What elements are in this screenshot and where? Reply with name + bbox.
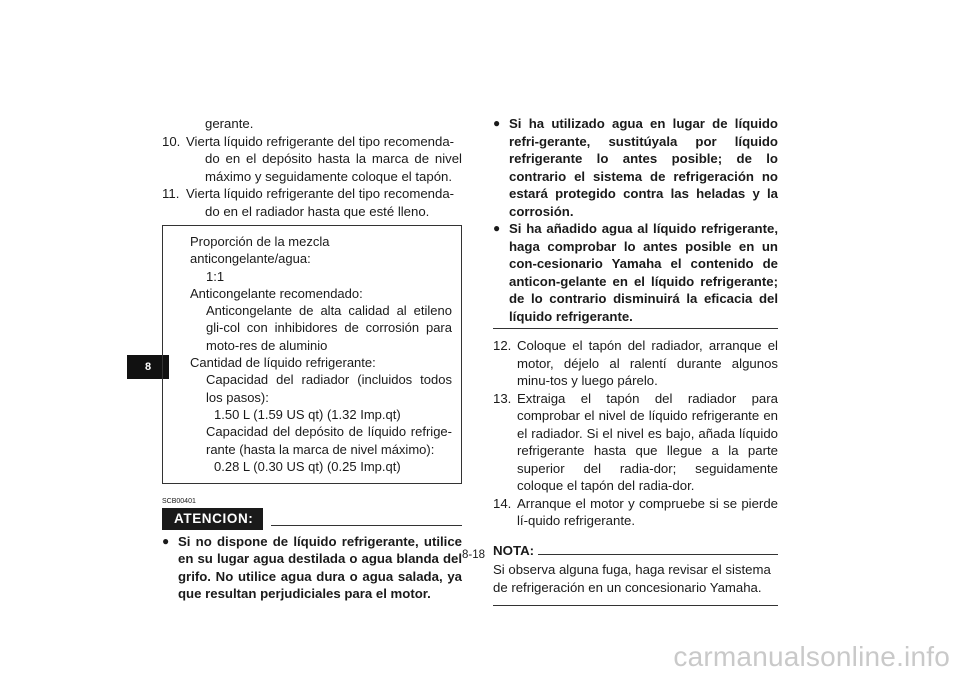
step-number: 12. — [493, 338, 512, 353]
left-column — [162, 115, 462, 603]
heading-rule — [271, 525, 462, 526]
step-text: Extraiga el tapón del radiador para comprobar el nivel de líquido refrigerante en el radiador. Si el nivel es bajo, añada líquido refrigerante hasta que llegue a la parte superior del radia-dor; seguidamente coloque el tapón del radia-dor. — [517, 390, 778, 493]
nota-label: NOTA: — [493, 542, 535, 558]
nota-heading — [493, 542, 778, 560]
page-number: 8-18 — [462, 549, 486, 561]
caution-code: SCB00401 — [162, 498, 196, 506]
atencion-heading — [162, 508, 462, 530]
antifreeze-value: Anticongelante de alta calidad al etileno gli-col con inhibidores de corrosión para moto-res de aluminio — [206, 303, 452, 353]
caution-bullet-2 — [493, 115, 778, 220]
antifreeze-label: Anticongelante recomendado: — [190, 285, 363, 301]
step-text: Coloque el tapón del radiador, arranque el motor, déjelo al ralentí durante algunos minu-tos y luego párelo. — [517, 338, 778, 388]
caution-end-rule — [493, 328, 778, 329]
step-12 — [493, 337, 778, 390]
atencion-badge: ATENCION: — [162, 508, 263, 530]
quantity-label: Cantidad de líquido refrigerante: — [190, 355, 376, 371]
reservoir-label: Capacidad del depósito de líquido refrige-rante (hasta la marca de nivel máximo): — [206, 424, 452, 457]
step-11 — [162, 185, 462, 220]
caution-bullet-1 — [162, 533, 462, 603]
bullet-text: Si no dispone de líquido refrigerante, utilice en su lugar agua destilada o agua blanda del grifo. No utilice agua dura o agua salada, ya que resultan perjudiciales para el motor. — [178, 533, 462, 602]
radiator-label: Capacidad del radiador (incluidos todos los pasos): — [206, 372, 452, 405]
bullet-text: Si ha añadido agua al líquido refrigerante, haga comprobar lo antes posible en un con-cesionario Yamaha el contenido de anticon-gelante en el líquido refrigerante; de lo contrario disminuirá la eficacia del líquido refrigerante. — [509, 221, 778, 324]
caution-bullet-3 — [493, 220, 778, 325]
ratio-label: Proporción de la mezcla anticongelante/agua: — [190, 234, 330, 267]
step-number: 11. — [162, 186, 180, 201]
step-9-continuation: gerante. — [205, 116, 254, 131]
bullet-icon: ● — [493, 116, 501, 130]
ratio-value: 1:1 — [206, 268, 225, 284]
step-text-cont: do en el depósito hasta la marca de nivel máximo y seguidamente coloque el tapón. — [205, 151, 462, 184]
bullet-text: Si ha utilizado agua en lugar de líquido refri-gerante, sustitúyala por líquido refrigerante lo antes posible; de lo contrario el sistema de refrigeración no estará protegido contra las heladas y la corrosión. — [509, 116, 778, 219]
step-10 — [162, 133, 462, 186]
step-number: 10. — [162, 133, 181, 149]
step-number: 13. — [493, 390, 512, 406]
step-text: Arranque el motor y compruebe si se pierde lí-quido refrigerante. — [517, 495, 778, 528]
right-column — [493, 115, 778, 606]
bullet-icon: ● — [493, 221, 501, 235]
spec-box — [162, 225, 462, 484]
radiator-value: 1.50 L (1.59 US qt) (1.32 Imp.qt) — [214, 406, 401, 422]
step-14 — [493, 495, 778, 530]
step-13 — [493, 390, 778, 495]
chapter-tab: 8 — [127, 355, 169, 379]
step-text-cont: do en el radiador hasta que esté lleno. — [205, 203, 430, 219]
nota-text: Si observa alguna fuga, haga revisar el sistema de refrigeración en un concesionario Yamaha. — [493, 562, 771, 595]
watermark: carmanualsonline.info — [673, 641, 950, 672]
nota-rule — [538, 554, 778, 555]
step-text: Vierta líquido refrigerante del tipo recomenda- — [186, 186, 455, 201]
step-text: Vierta líquido refrigerante del tipo recomenda- — [186, 133, 455, 149]
nota-end-rule — [493, 605, 778, 606]
reservoir-value: 0.28 L (0.30 US qt) (0.25 Imp.qt) — [214, 458, 401, 474]
step-number: 14. — [493, 495, 512, 511]
bullet-icon: ● — [162, 533, 170, 548]
